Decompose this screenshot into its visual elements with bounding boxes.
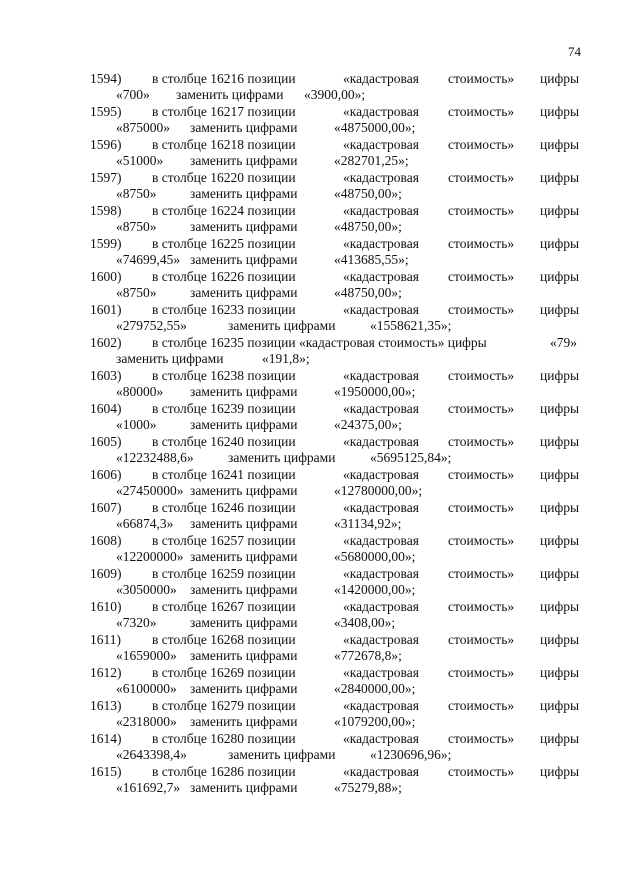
entry-number: 1604) [90, 401, 122, 416]
entry-stoim-word: стоимость» [448, 533, 515, 548]
new-value: «3408,00»; [334, 615, 396, 630]
list-item [0, 500, 640, 533]
entry-line-2 [0, 318, 640, 334]
entry-stoim-word: стоимость» [448, 236, 515, 251]
list-item [0, 401, 640, 434]
old-value: «7320» [116, 615, 157, 630]
old-value: «279752,55» [116, 318, 187, 333]
replace-text: заменить цифрами [190, 714, 298, 729]
new-value: «1950000,00»; [334, 384, 416, 399]
replace-text: заменить цифрами [190, 615, 298, 630]
replace-text: заменить цифрами [190, 384, 298, 399]
new-value: «5680000,00»; [334, 549, 416, 564]
entry-instruction: в столбце 16280 позиции [152, 731, 296, 746]
entry-cifry-word: цифры [540, 104, 580, 119]
list-item [0, 731, 640, 764]
entry-line-2 [0, 351, 640, 367]
entry-line-1 [0, 698, 640, 714]
entry-kad-word: «кадастровая [343, 632, 419, 647]
new-value: «191,8»; [262, 351, 310, 366]
entry-cifry-word: цифры [540, 368, 580, 383]
list-item [0, 467, 640, 500]
entry-stoim-word: стоимость» [448, 698, 515, 713]
entry-number: 1602) [90, 335, 122, 350]
entry-number: 1614) [90, 731, 122, 746]
old-value: «8750» [116, 285, 157, 300]
list-item [0, 269, 640, 302]
entry-kad-word: «кадастровая [343, 434, 419, 449]
entry-line-1 [0, 368, 640, 384]
entry-instruction: в столбце 16267 позиции [152, 599, 296, 614]
entry-number: 1607) [90, 500, 122, 515]
entry-stoim-word: стоимость» [448, 170, 515, 185]
entry-instruction: в столбце 16246 позиции [152, 500, 296, 515]
entry-line-1 [0, 599, 640, 615]
entry-line-2 [0, 582, 640, 598]
entry-line-2 [0, 252, 640, 268]
entry-kad-word: «кадастровая [343, 764, 419, 779]
new-value: «48750,00»; [334, 285, 402, 300]
entry-cifry-word: цифры [540, 236, 580, 251]
old-value: «8750» [116, 186, 157, 201]
entries-list [0, 71, 640, 797]
entry-number: 1596) [90, 137, 122, 152]
entry-number: 1598) [90, 203, 122, 218]
replace-text: заменить цифрами [190, 648, 298, 663]
entry-kad-word: «кадастровая [343, 170, 419, 185]
list-item [0, 632, 640, 665]
new-value: «413685,55»; [334, 252, 409, 267]
entry-line-1 [0, 467, 640, 483]
entry-line-1 [0, 764, 640, 780]
entry-cifry-word: цифры [540, 665, 580, 680]
old-value: «27450000» [116, 483, 184, 498]
entry-line-2 [0, 615, 640, 631]
entry-kad-word: «кадастровая [343, 104, 419, 119]
entry-line-2 [0, 186, 640, 202]
list-item [0, 335, 640, 368]
entry-line-2 [0, 153, 640, 169]
new-value: «282701,25»; [334, 153, 409, 168]
entry-stoim-word: стоимость» [448, 665, 515, 680]
entry-line-2 [0, 120, 640, 136]
entry-number: 1610) [90, 599, 122, 614]
entry-cifry-word: цифры [540, 302, 580, 317]
list-item [0, 137, 640, 170]
entry-instruction: в столбце 16268 позиции [152, 632, 296, 647]
entry-line-1 [0, 137, 640, 153]
replace-text: заменить цифрами [228, 747, 336, 762]
list-item [0, 170, 640, 203]
entry-number: 1613) [90, 698, 122, 713]
entry-kad-word: «кадастровая [343, 302, 419, 317]
entry-kad-word: «кадастровая [343, 269, 419, 284]
entry-kad-word: «кадастровая [343, 500, 419, 515]
entry-stoim-word: стоимость» [448, 269, 515, 284]
entry-kad-word: «кадастровая [343, 698, 419, 713]
entry-kad-word: «кадастровая [343, 236, 419, 251]
entry-cifry-word: цифры [540, 698, 580, 713]
entry-stoim-word: стоимость» [448, 467, 515, 482]
entry-cifry-word: цифры [540, 467, 580, 482]
replace-text: заменить цифрами [190, 582, 298, 597]
new-value: «4875000,00»; [334, 120, 416, 135]
entry-kad-word: «кадастровая [343, 71, 419, 86]
entry-number: 1608) [90, 533, 122, 548]
list-item [0, 368, 640, 401]
new-value: «1230696,96»; [370, 747, 452, 762]
entry-number: 1615) [90, 764, 122, 779]
new-value: «772678,8»; [334, 648, 402, 663]
entry-line-2 [0, 714, 640, 730]
entry-line-2 [0, 483, 640, 499]
replace-text: заменить цифрами [190, 219, 298, 234]
entry-cifry-word: цифры [540, 137, 580, 152]
entry-number: 1612) [90, 665, 122, 680]
entry-kad-word: «кадастровая [343, 731, 419, 746]
entry-line-2 [0, 648, 640, 664]
replace-text: заменить цифрами [228, 450, 336, 465]
entry-cifry-word: цифры [540, 434, 580, 449]
list-item [0, 599, 640, 632]
entry-instruction: в столбце 16240 позиции [152, 434, 296, 449]
new-value: «1420000,00»; [334, 582, 416, 597]
entry-instruction: в столбце 16216 позиции [152, 71, 296, 86]
entry-instruction: в столбце 16239 позиции [152, 401, 296, 416]
entry-kad-word: «кадастровая [343, 203, 419, 218]
entry-cifry-word: цифры [540, 566, 580, 581]
old-value: «1000» [116, 417, 157, 432]
entry-number: 1606) [90, 467, 122, 482]
new-value: «48750,00»; [334, 219, 402, 234]
entry-cifry-word: цифры [540, 500, 580, 515]
old-value: «875000» [116, 120, 170, 135]
old-value: «3050000» [116, 582, 177, 597]
entry-line-2 [0, 450, 640, 466]
entry-cifry-word: цифры [540, 533, 580, 548]
entry-cifry-word: цифры [540, 632, 580, 647]
entry-stoim-word: стоимость» [448, 632, 515, 647]
entry-line-2 [0, 417, 640, 433]
entry-instruction: в столбце 16238 позиции [152, 368, 296, 383]
entry-line-1 [0, 203, 640, 219]
list-item [0, 434, 640, 467]
entry-line-2 [0, 384, 640, 400]
entry-line-1 [0, 236, 640, 252]
entry-kad-word: «кадастровая [343, 368, 419, 383]
entry-line-1 [0, 401, 640, 417]
entry-cifry-word: цифры [540, 170, 580, 185]
entry-number: 1601) [90, 302, 122, 317]
entry-line-1 [0, 500, 640, 516]
entry-instruction: в столбце 16257 позиции [152, 533, 296, 548]
entry-instruction: в столбце 16220 позиции [152, 170, 296, 185]
entry-stoim-word: стоимость» [448, 599, 515, 614]
entry-stoim-word: стоимость» [448, 137, 515, 152]
entry-line-1 [0, 170, 640, 186]
new-value: «75279,88»; [334, 780, 402, 795]
list-item [0, 104, 640, 137]
entry-line-2 [0, 285, 640, 301]
entry-line-1 [0, 566, 640, 582]
entry-stoim-word: стоимость» [448, 401, 515, 416]
replace-text: заменить цифрами [190, 780, 298, 795]
entry-instruction: в столбце 16226 позиции [152, 269, 296, 284]
entry-kad-word: «кадастровая [343, 566, 419, 581]
entry-instruction: в столбце 16218 позиции [152, 137, 296, 152]
entry-stoim-word: стоимость» [448, 731, 515, 746]
entry-stoim-word: стоимость» [448, 500, 515, 515]
entry-line-1 [0, 533, 640, 549]
replace-text: заменить цифрами [190, 516, 298, 531]
entry-number: 1609) [90, 566, 122, 581]
old-value: «80000» [116, 384, 164, 399]
list-item [0, 698, 640, 731]
old-value: «74699,45» [116, 252, 181, 267]
old-value: «66874,3» [116, 516, 174, 531]
new-value: «1079200,00»; [334, 714, 416, 729]
old-value: «8750» [116, 219, 157, 234]
replace-text: заменить цифрами [190, 285, 298, 300]
entry-cifry-word: цифры [540, 764, 580, 779]
entry-number: 1611) [90, 632, 121, 647]
list-item [0, 302, 640, 335]
entry-instruction: в столбце 16279 позиции [152, 698, 296, 713]
entry-line-2 [0, 549, 640, 565]
list-item [0, 203, 640, 236]
new-value: «2840000,00»; [334, 681, 416, 696]
new-value: «31134,92»; [334, 516, 402, 531]
entry-cifry-word: цифры [540, 71, 580, 86]
entry-number: 1599) [90, 236, 122, 251]
entry-instruction: в столбце 16241 позиции [152, 467, 296, 482]
replace-text: заменить цифрами [190, 483, 298, 498]
old-value: «51000» [116, 153, 164, 168]
entry-line-2 [0, 780, 640, 796]
entry-line-2 [0, 219, 640, 235]
entry-instruction: в столбце 16224 позиции [152, 203, 296, 218]
entry-instruction: в столбце 16269 позиции [152, 665, 296, 680]
replace-text: заменить цифрами [190, 153, 298, 168]
list-item [0, 533, 640, 566]
entry-line-2 [0, 87, 640, 103]
old-value: «12200000» [116, 549, 184, 564]
entry-number: 1600) [90, 269, 122, 284]
entry-kad-word: «кадастровая [343, 467, 419, 482]
entry-kad-word: «кадастровая [343, 599, 419, 614]
list-item [0, 236, 640, 269]
entry-instruction: в столбце 16235 позиции «кадастровая стоимость» цифры [152, 335, 487, 350]
entry-line-1 [0, 104, 640, 120]
entry-line-1 [0, 335, 640, 351]
entry-number: 1605) [90, 434, 122, 449]
entry-stoim-word: стоимость» [448, 368, 515, 383]
entry-line-1 [0, 665, 640, 681]
new-value: «48750,00»; [334, 186, 402, 201]
old-value: «12232488,6» [116, 450, 194, 465]
entry-stoim-word: стоимость» [448, 566, 515, 581]
replace-text: заменить цифрами [190, 252, 298, 267]
entry-line-1 [0, 302, 640, 318]
entry-line-2 [0, 681, 640, 697]
old-value: «1659000» [116, 648, 177, 663]
replace-text: заменить цифрами [190, 120, 298, 135]
entry-stoim-word: стоимость» [448, 71, 515, 86]
list-item [0, 566, 640, 599]
new-value: «24375,00»; [334, 417, 402, 432]
replace-text: заменить цифрами [116, 351, 224, 366]
replace-text: заменить цифрами [176, 87, 284, 102]
entry-line-1 [0, 434, 640, 450]
replace-text: заменить цифрами [228, 318, 336, 333]
entry-stoim-word: стоимость» [448, 104, 515, 119]
entry-stoim-word: стоимость» [448, 203, 515, 218]
entry-stoim-word: стоимость» [448, 764, 515, 779]
new-value: «3900,00»; [304, 87, 366, 102]
list-item [0, 665, 640, 698]
entry-instruction: в столбце 16217 позиции [152, 104, 296, 119]
old-value: «161692,7» [116, 780, 181, 795]
replace-text: заменить цифрами [190, 186, 298, 201]
entry-kad-word: «кадастровая [343, 401, 419, 416]
entry-line-1 [0, 632, 640, 648]
entry-kad-word: «кадастровая [343, 533, 419, 548]
entry-line-2 [0, 747, 640, 763]
old-value: «2318000» [116, 714, 177, 729]
entry-line-2 [0, 516, 640, 532]
entry-cifry-word: цифры [540, 269, 580, 284]
entry-kad-word: «кадастровая [343, 137, 419, 152]
new-value: «12780000,00»; [334, 483, 423, 498]
new-value: «5695125,84»; [370, 450, 452, 465]
entry-line-1 [0, 71, 640, 87]
old-value: «79» [550, 335, 577, 350]
new-value: «1558621,35»; [370, 318, 452, 333]
list-item [0, 764, 640, 797]
entry-cifry-word: цифры [540, 203, 580, 218]
entry-number: 1594) [90, 71, 122, 86]
list-item [0, 71, 640, 104]
entry-line-1 [0, 731, 640, 747]
entry-instruction: в столбце 16259 позиции [152, 566, 296, 581]
entry-number: 1595) [90, 104, 122, 119]
entry-stoim-word: стоимость» [448, 302, 515, 317]
old-value: «700» [116, 87, 150, 102]
entry-kad-word: «кадастровая [343, 665, 419, 680]
page-number: 74 [568, 44, 581, 59]
entry-number: 1603) [90, 368, 122, 383]
entry-instruction: в столбце 16225 позиции [152, 236, 296, 251]
entry-cifry-word: цифры [540, 599, 580, 614]
replace-text: заменить цифрами [190, 681, 298, 696]
entry-cifry-word: цифры [540, 731, 580, 746]
replace-text: заменить цифрами [190, 417, 298, 432]
entry-number: 1597) [90, 170, 122, 185]
entry-instruction: в столбце 16286 позиции [152, 764, 296, 779]
entry-cifry-word: цифры [540, 401, 580, 416]
entry-line-1 [0, 269, 640, 285]
entry-instruction: в столбце 16233 позиции [152, 302, 296, 317]
old-value: «6100000» [116, 681, 177, 696]
old-value: «2643398,4» [116, 747, 187, 762]
entry-stoim-word: стоимость» [448, 434, 515, 449]
replace-text: заменить цифрами [190, 549, 298, 564]
